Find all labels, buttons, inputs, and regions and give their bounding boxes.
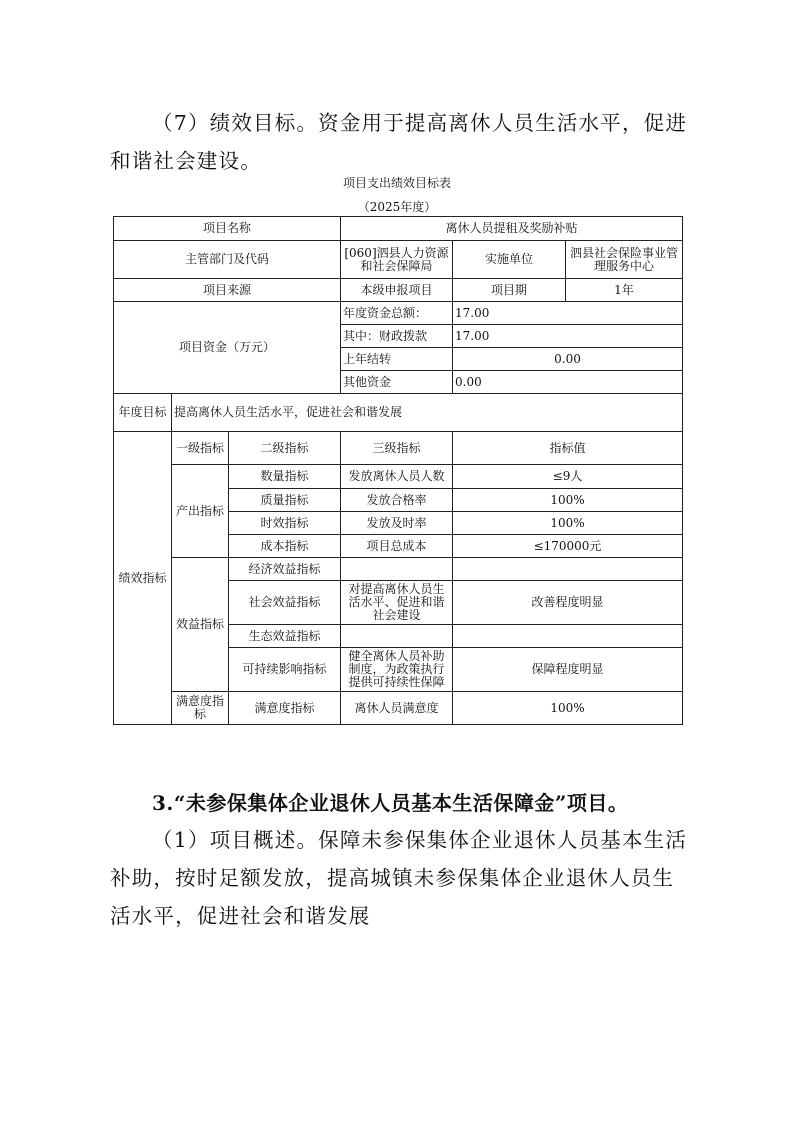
indicator-l3: 发放及时率	[341, 512, 453, 535]
carryover-value: 0.00	[453, 348, 683, 371]
indicator-l2: 成本指标	[229, 535, 341, 558]
benefit-indicator-label: 效益指标	[172, 558, 229, 692]
project-name-label: 项目名称	[114, 217, 341, 241]
dept-label: 主管部门及代码	[114, 241, 341, 279]
indicator-l3	[341, 558, 453, 581]
indicator-l3: 发放合格率	[341, 489, 453, 512]
funds-label: 项目资金（万元）	[114, 302, 341, 394]
indicator-l3	[341, 625, 453, 648]
table-row	[114, 241, 683, 279]
carryover-label: 上年结转	[341, 348, 453, 371]
indicator-value	[453, 558, 683, 581]
header-value: 指标值	[453, 432, 683, 465]
project-name-value: 离休人员提租及奖励补贴	[341, 217, 683, 241]
indicator-value: 100%	[453, 489, 683, 512]
indicator-l2: 可持续影响指标	[229, 648, 341, 692]
table-row	[114, 465, 683, 489]
indicator-l3: 离休人员满意度	[341, 692, 453, 725]
indicator-l3: 发放离休人员人数	[341, 465, 453, 489]
indicator-l2: 时效指标	[229, 512, 341, 535]
impl-value: 泗县社会保险事业管理服务中心	[566, 241, 683, 279]
indicator-l2: 社会效益指标	[229, 581, 341, 625]
period-value: 1年	[566, 279, 683, 302]
indicator-value: ≤170000元	[453, 535, 683, 558]
annual-total-value: 17.00	[453, 302, 683, 325]
section3-paragraph: （1）项目概述。保障未参保集体企业退休人员基本生活补助，按时足额发放，提高城镇未参保集体企业退休人员生活水平，促进社会和谐发展	[110, 828, 688, 928]
header-level1: 一级指标	[172, 432, 229, 465]
perf-indicator-label: 绩效指标	[114, 432, 172, 725]
table-row	[114, 217, 683, 241]
impl-label: 实施单位	[453, 241, 566, 279]
indicator-l3: 健全离休人员补助制度，为政策执行提供可持续性保障	[341, 648, 453, 692]
section3-heading: 3.“未参保集体企业退休人员基本生活保障金”项目。	[152, 791, 629, 815]
indicator-value: 保障程度明显	[453, 648, 683, 692]
table-row	[114, 432, 683, 465]
other-label: 其他资金	[341, 371, 453, 394]
indicator-value: 100%	[453, 692, 683, 725]
indicator-l2: 质量指标	[229, 489, 341, 512]
indicator-l2: 数量指标	[229, 465, 341, 489]
table-row	[114, 558, 683, 581]
indicator-value: 改善程度明显	[453, 581, 683, 625]
source-value: 本级申报项目	[341, 279, 453, 302]
table-year: （2025年度）	[357, 200, 437, 214]
indicator-l3: 项目总成本	[341, 535, 453, 558]
table-row	[114, 302, 683, 325]
table-row	[114, 394, 683, 432]
annual-total-label: 年度资金总额：	[341, 302, 453, 325]
annual-goal-value: 提高离休人员生活水平，促进社会和谐发展	[172, 394, 683, 432]
source-label: 项目来源	[114, 279, 341, 302]
indicator-l3: 对提高离休人员生活水平、促进和谐社会建设	[341, 581, 453, 625]
indicator-l2: 生态效益指标	[229, 625, 341, 648]
fiscal-label: 其中：财政拨款	[341, 325, 453, 348]
intro-paragraph: （7）绩效目标。资金用于提高离休人员生活水平，促进和谐社会建设。	[110, 111, 688, 173]
annual-goal-label: 年度目标	[114, 394, 172, 432]
indicator-value	[453, 625, 683, 648]
period-label: 项目期	[453, 279, 566, 302]
performance-target-table	[113, 216, 683, 725]
indicator-value: 100%	[453, 512, 683, 535]
table-row	[114, 692, 683, 725]
fiscal-value: 17.00	[453, 325, 683, 348]
indicator-l2: 经济效益指标	[229, 558, 341, 581]
dept-value: [060]泗县人力资源和社会保障局	[341, 241, 453, 279]
table-title: 项目支出绩效目标表	[342, 176, 451, 190]
indicator-l2: 满意度指标	[229, 692, 341, 725]
satisfaction-indicator-label: 满意度指标	[172, 692, 229, 725]
indicator-value: ≤9人	[453, 465, 683, 489]
output-indicator-label: 产出指标	[172, 465, 229, 558]
other-value: 0.00	[453, 371, 683, 394]
header-level2: 二级指标	[229, 432, 341, 465]
table-row	[114, 279, 683, 302]
header-level3: 三级指标	[341, 432, 453, 465]
